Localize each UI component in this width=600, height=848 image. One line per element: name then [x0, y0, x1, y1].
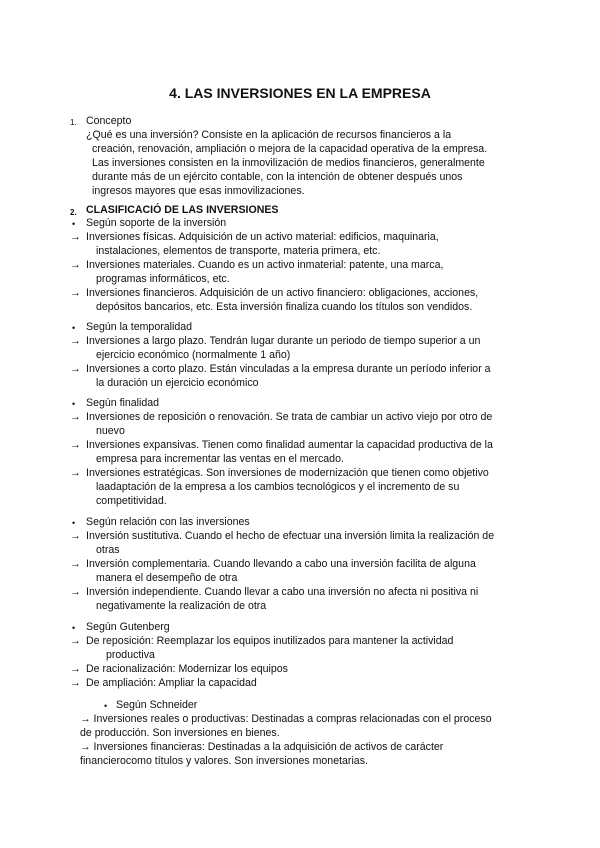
concept-line-3: Las inversiones consisten en la inmovilización de medios financieros, generalmente [92, 157, 485, 169]
item-line: Inversiones a corto plazo. Están vinculadas a la empresa durante un período inferior a [86, 363, 491, 375]
concept-line-5: ingresos mayores que esas inmovilizaciones. [92, 185, 305, 197]
arrow-icon: → [70, 335, 81, 347]
page-title: 4. LAS INVERSIONES EN LA EMPRESA [169, 85, 431, 101]
group-schneider-title: Según Schneider [116, 699, 198, 711]
arrow-icon: → [70, 259, 81, 271]
item-line: programas informáticos, etc. [96, 273, 230, 285]
schneider-line-1: → Inversiones reales o productivas: Destinadas a compras relacionadas con el proceso [80, 713, 492, 725]
section-2-number: 2. [70, 208, 77, 217]
item-line: Inversiones materiales. Cuando es un activo inmaterial: patente, una marca, [86, 259, 444, 271]
section-1-number: 1. [70, 118, 77, 127]
arrow-icon: → [70, 558, 81, 570]
arrow-icon: → [70, 635, 81, 647]
item-line: Inversión sustitutiva. Cuando el hecho de efectuar una inversión limita la realización de [86, 530, 495, 542]
group-finalidad-title: Según finalidad [86, 397, 160, 409]
arrow-icon: → [70, 663, 81, 675]
item-line: Inversiones a largo plazo. Tendrán lugar durante un periodo de tiempo superior a un [86, 335, 481, 347]
arrow-icon: → [70, 586, 81, 598]
item-line: De ampliación: Ampliar la capacidad [86, 677, 257, 689]
schneider-line-4: financierocomo títulos y valores. Son inversiones monetarias. [80, 755, 368, 767]
item-line: Inversiones financieros. Adquisición de un activo financiero: obligaciones, acciones, [86, 287, 479, 299]
schneider-line-2: de producción. Son inversiones en bienes. [80, 727, 280, 739]
item-line: manera el desempeño de otra [96, 572, 238, 584]
item-line: nuevo [96, 425, 125, 437]
item-line: Inversiones físicas. Adquisición de un activo material: edificios, maquinaria, [86, 231, 439, 243]
group-relacion-title: Según relación con las inversiones [86, 516, 250, 528]
concept-line-1: ¿Qué es una inversión? Consiste en la aplicación de recursos financieros a la [86, 129, 452, 141]
concept-line-2: creación, renovación, ampliación o mejora de la capacidad operativa de la empresa. [92, 143, 488, 155]
item-line: ejercicio económico (normalmente 1 año) [96, 349, 291, 361]
bullet-icon: • [72, 623, 76, 633]
bullet-icon: • [72, 219, 76, 229]
item-line: otras [96, 544, 120, 556]
arrow-icon: → [70, 467, 81, 479]
item-line: Inversión independiente. Cuando llevar a cabo una inversión no afecta ni positiva ni [86, 586, 479, 598]
arrow-icon: → [70, 287, 81, 299]
bullet-icon: • [72, 399, 76, 409]
item-line: instalaciones, elementos de transporte, materia primera, etc. [96, 245, 381, 257]
group-soporte-title: Según soporte de la inversión [86, 217, 227, 229]
section-2-heading: CLASIFICACIÓ DE LAS INVERSIONES [86, 204, 279, 216]
bullet-icon: • [72, 323, 76, 333]
bullet-icon: • [72, 518, 76, 528]
item-line: negativamente la realización de otra [96, 600, 267, 612]
arrow-icon: → [70, 677, 81, 689]
item-line: productiva [106, 649, 155, 661]
item-line: depósitos bancarios, etc. Esta inversión finaliza cuando los títulos son vendidos. [96, 301, 473, 313]
arrow-icon: → [70, 231, 81, 243]
section-1-heading: Concepto [86, 115, 132, 127]
group-gutenberg-title: Según Gutenberg [86, 621, 170, 633]
item-line: laadaptación de la empresa a los cambios tecnológicos y el incremento de su [96, 481, 460, 493]
group-temporalidad-title: Según la temporalidad [86, 321, 193, 333]
item-line: Inversiones expansivas. Tienen como finalidad aumentar la capacidad productiva de la [86, 439, 493, 451]
concept-line-4: durante más de un ejército contable, con la intención de obtener después unos [92, 171, 463, 183]
item-line: Inversiones estratégicas. Son inversiones de modernización que tienen como objetivo [86, 467, 489, 479]
item-line: empresa para incrementar las ventas en el mercado. [96, 453, 344, 465]
item-line: Inversiones de reposición o renovación. Se trata de cambiar un activo viejo por otro de [86, 411, 493, 423]
schneider-line-3: → Inversiones financieras: Destinadas a la adquisición de activos de carácter [80, 741, 444, 753]
arrow-icon: → [70, 530, 81, 542]
item-line: De racionalización: Modernizar los equipos [86, 663, 288, 675]
arrow-icon: → [70, 411, 81, 423]
arrow-icon: → [70, 363, 81, 375]
item-line: la duración un ejercicio económico [96, 377, 259, 389]
item-line: Inversión complementaria. Cuando llevando a cabo una inversión facilita de alguna [86, 558, 476, 570]
item-line: De reposición: Reemplazar los equipos inutilizados para mantener la actividad [86, 635, 454, 647]
arrow-icon: → [70, 439, 81, 451]
item-line: competitividad. [96, 495, 167, 507]
bullet-icon: • [104, 701, 108, 711]
